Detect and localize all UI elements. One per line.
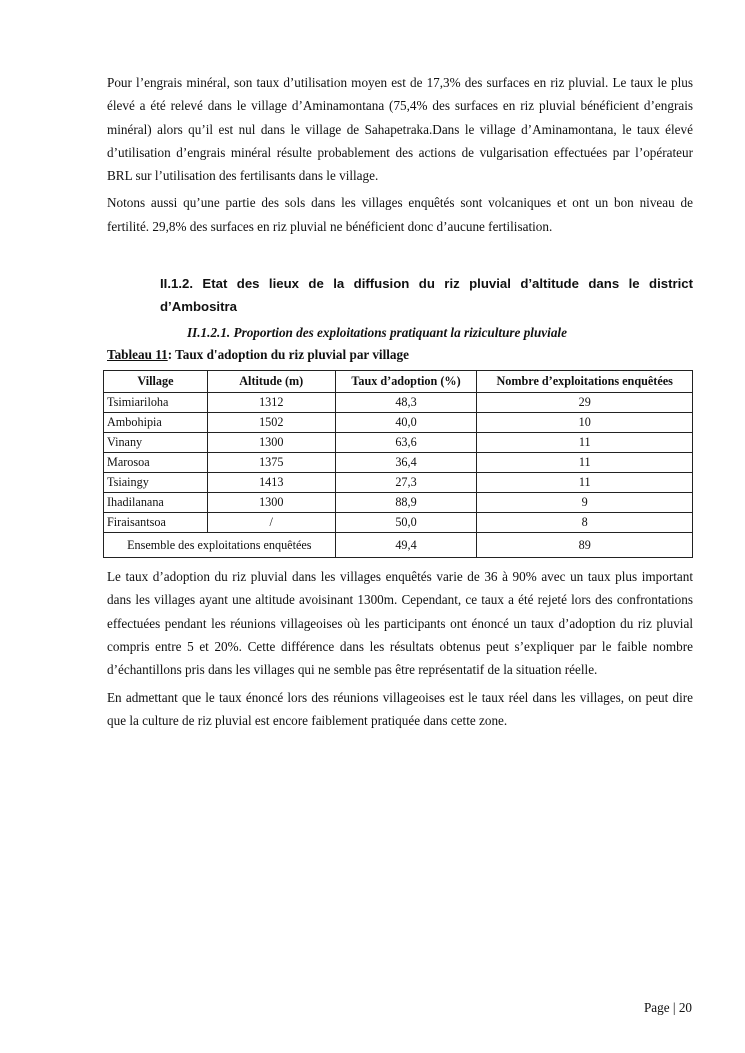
cell-surveyed-farms: 9 <box>477 493 693 513</box>
cell-altitude: 1502 <box>207 413 335 433</box>
table-row <box>104 433 693 453</box>
header-village: Village <box>104 371 208 393</box>
table-row <box>104 493 693 513</box>
table-row <box>104 393 693 413</box>
cell-altitude: 1375 <box>207 453 335 473</box>
cell-surveyed-farms: 11 <box>477 473 693 493</box>
adoption-table <box>103 370 693 558</box>
cell-adoption-rate: 36,4 <box>335 453 477 473</box>
header-adoption-rate: Taux d’adoption (%) <box>335 371 477 393</box>
cell-village: Ambohipia <box>104 413 208 433</box>
document-page <box>107 71 693 736</box>
header-altitude: Altitude (m) <box>207 371 335 393</box>
cell-village: Firaisantsoa <box>104 513 208 533</box>
table-total-row <box>104 533 693 558</box>
table-row <box>104 513 693 533</box>
total-surveyed-farms: 89 <box>477 533 693 558</box>
paragraph-volcanic-soils: Notons aussi qu’une partie des sols dans les villages enquêtés sont volcaniques et ont un bon niveau de fertilité. 29,8% des surfaces en riz pluvial ne bénéficient donc d’aucune fertilisation. <box>107 195 693 234</box>
cell-surveyed-farms: 11 <box>477 453 693 473</box>
cell-adoption-rate: 50,0 <box>335 513 477 533</box>
paragraph-mineral-fertilizer: Pour l’engrais minéral, son taux d’utilisation moyen est de 17,3% des surfaces en riz pluvial. Le taux le plus élevé a été relevé dans le village d’Aminamontana (75,4% des surfaces en riz pluvial bénéficient d’engrais minéral) alors qu’il est nul dans le village de Sahapetraka.Dans le village d’Aminamontana, le taux élevé d’utilisation d’engrais minéral résulte probablement des actions de vulgarisation effectuées par l’opérateur BRL sur l’utilisation des fertilisants dans le village. <box>107 75 693 184</box>
cell-altitude: 1312 <box>207 393 335 413</box>
paragraph-adoption-variation: Le taux d’adoption du riz pluvial dans les villages enquêtés varie de 36 à 90% avec un taux plus important dans les villages ayant une altitude avoisinant 1300m. Cependant, ce taux a été rejeté lors des confrontations effectuées pendant les réunions villageoises où les participants ont énoncé un taux d’adoption du riz pluvial compris entre 5 et 20%. Cette différence dans les résultats obtenus peut s’expliquer par le faible nombre d’échantillons pris dans les villages qui ne semble pas être représentatif de la situation réelle. <box>107 569 693 678</box>
cell-altitude: / <box>207 513 335 533</box>
cell-village: Marosoa <box>104 453 208 473</box>
total-label: Ensemble des exploitations enquêtées <box>104 533 336 558</box>
table-caption-prefix: Tableau 11 <box>107 347 168 363</box>
cell-village: Tsimiariloha <box>104 393 208 413</box>
table-row <box>104 453 693 473</box>
cell-surveyed-farms: 11 <box>477 433 693 453</box>
section-heading: II.1.2. Etat des lieux de la diffusion du riz pluvial d’altitude dans le district d’Ambositra <box>160 276 693 315</box>
cell-adoption-rate: 88,9 <box>335 493 477 513</box>
table-header-row <box>104 371 693 393</box>
page-label: Page <box>643 1000 670 1015</box>
table-caption <box>107 346 693 364</box>
page-separator: | <box>672 1000 676 1015</box>
total-adoption-rate: 49,4 <box>335 533 477 558</box>
table-row <box>104 413 693 433</box>
header-surveyed-farms: Nombre d’exploitations enquêtées <box>477 371 693 393</box>
cell-altitude: 1413 <box>207 473 335 493</box>
cell-altitude: 1300 <box>207 493 335 513</box>
cell-altitude: 1300 <box>207 433 335 453</box>
cell-village: Vinany <box>104 433 208 453</box>
subsection-heading: II.1.2.1. Proportion des exploitations pratiquant la riziculture pluviale <box>187 325 567 341</box>
paragraph-conclusion: En admettant que le taux énoncé lors des réunions villageoises est le taux réel dans les villages, on peut dire que la culture de riz pluvial est encore faiblement pratiquée dans cette zone. <box>107 689 693 728</box>
page-number: 20 <box>678 1000 692 1015</box>
cell-surveyed-farms: 8 <box>477 513 693 533</box>
table-row <box>104 473 693 493</box>
page-footer <box>644 1000 692 1016</box>
cell-adoption-rate: 27,3 <box>335 473 477 493</box>
results-discussion <box>107 565 693 732</box>
cell-surveyed-farms: 29 <box>477 393 693 413</box>
cell-adoption-rate: 48,3 <box>335 393 477 413</box>
cell-adoption-rate: 40,0 <box>335 413 477 433</box>
cell-surveyed-farms: 10 <box>477 413 693 433</box>
cell-village: Ihadilanana <box>104 493 208 513</box>
cell-village: Tsiaingy <box>104 473 208 493</box>
cell-adoption-rate: 63,6 <box>335 433 477 453</box>
table-caption-text: : Taux d'adoption du riz pluvial par village <box>167 347 409 363</box>
